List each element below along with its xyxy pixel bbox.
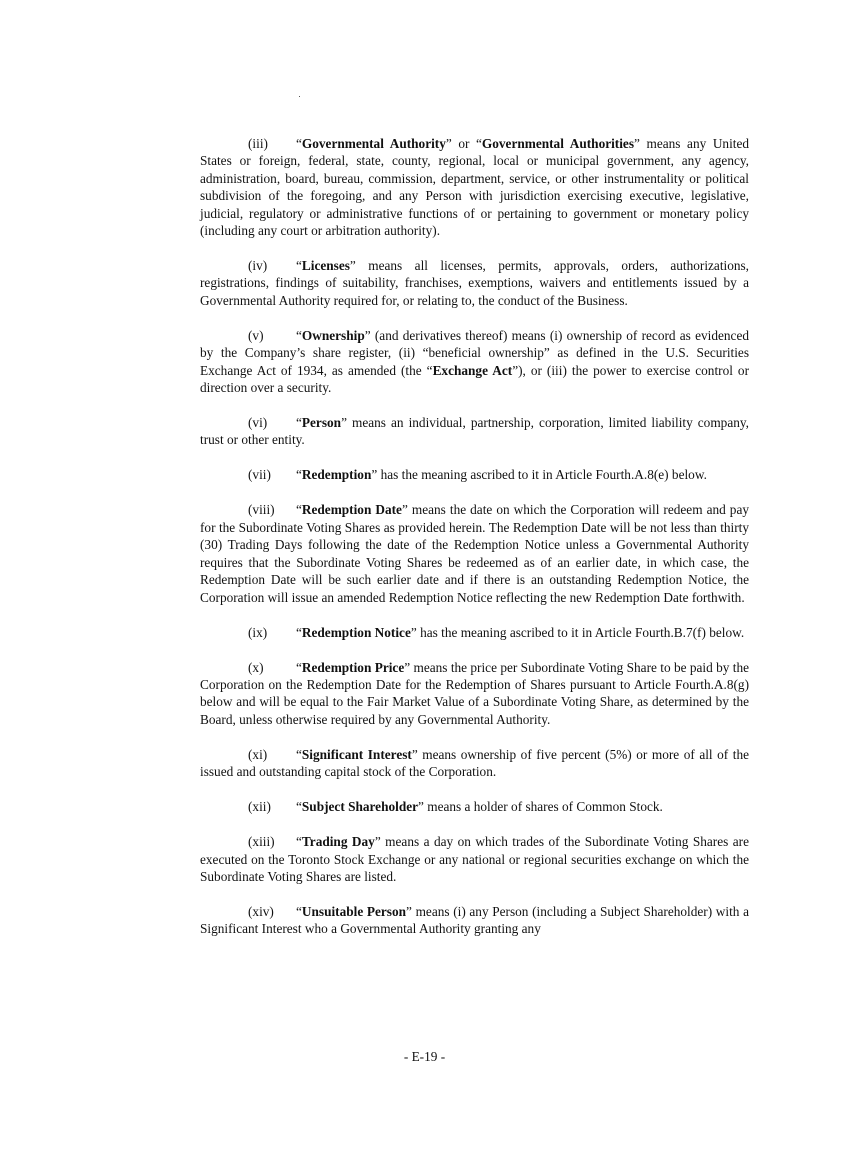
definition-number: (viii) (248, 502, 275, 518)
definition-number: (xii) (248, 799, 271, 815)
defined-term: Redemption Price (301, 659, 405, 675)
definition-paragraph (200, 798, 749, 815)
definition-text: ” (and derivatives thereof) means (i) ownership of record as evidenced by the Company’s share register, (ii) “beneficial ownership” as defined in the U.S. Securities Exchange Act of 1934, as amended (the “ (200, 327, 749, 378)
defined-term: Person (301, 415, 342, 431)
definition-text: “ (296, 799, 302, 815)
page-number: - E-19 - (403, 1049, 446, 1064)
definition-number: (xiv) (248, 903, 274, 919)
definition-number: (iii) (248, 136, 268, 151)
definition-number: (iv) (248, 258, 268, 274)
definition-text: “ (296, 327, 302, 343)
definition-text: ” means a holder of shares of Common Stock. (418, 799, 663, 815)
definition-paragraph (200, 833, 749, 885)
definition-paragraph (200, 659, 749, 729)
definition-text: “ (296, 136, 302, 151)
defined-term: Governmental Authorities (481, 136, 635, 151)
definition-text: “ (296, 659, 302, 675)
document-body (200, 135, 749, 955)
definition-number: (x) (248, 659, 264, 675)
defined-term: Redemption Date (301, 502, 402, 518)
definition-paragraph (200, 501, 749, 605)
definition-paragraph (200, 257, 749, 309)
definition-text: “ (296, 415, 302, 431)
definition-number: (ix) (248, 624, 268, 640)
definition-text: “ (296, 746, 302, 762)
definition-paragraph (200, 746, 749, 781)
definition-text: ”), or (iii) the power to exercise control or direction over a security. (200, 362, 750, 396)
definition-text: “ (296, 903, 302, 919)
definition-number: (v) (248, 327, 264, 343)
definition-number: (xi) (248, 746, 268, 762)
definition-paragraph (200, 135, 749, 239)
definition-text: ” means all licenses, permits, approvals, orders, authorizations, registrations, findings of suitability, franchises, exemptions, waivers and entitlements issued by a Governmental Authority required for, or relating to, the conduct of the Business. (200, 258, 749, 308)
definition-text: ” means any United States or foreign, federal, state, county, regional, local or municipal government, any agency, administration, board, bureau, commission, department, service, or other instrumentality or political subdivision of the foregoing, and any Person with jurisdiction exercising executive, legislative, judicial, regulatory or administrative functions of or pertaining to government or monetary policy (including any court or arbitration authority). (200, 136, 750, 239)
defined-term: Unsuitable Person (301, 903, 407, 919)
definition-text: “ (296, 834, 302, 850)
definition-text: ” means a day on which trades of the Subordinate Voting Shares are executed on the Toronto Stock Exchange or any national or regional securities exchange on which the Subordinate Voting Shares are listed. (200, 834, 749, 884)
stray-mark (299, 96, 300, 97)
definition-text: ” means an individual, partnership, corporation, limited liability company, trust or other entity. (200, 415, 749, 448)
defined-term: Redemption Notice (301, 624, 411, 640)
definition-number: (vii) (248, 467, 271, 483)
definition-text: “ (296, 467, 302, 483)
definition-paragraph (200, 414, 749, 449)
definition-number: (xiii) (248, 834, 275, 850)
definition-text: ” has the meaning ascribed to it in Article Fourth.B.7(f) below. (410, 624, 745, 640)
definition-text: ” or “ (445, 136, 482, 151)
defined-term: Exchange Act (432, 362, 513, 378)
definition-paragraph (200, 327, 749, 397)
defined-term: Subject Shareholder (301, 799, 419, 815)
defined-term: Significant Interest (301, 746, 412, 762)
defined-term: Governmental Authority (301, 136, 446, 151)
definition-text: ” means the price per Subordinate Voting Share to be paid by the Corporation on the Redemption Date for the Redemption of Shares pursuant to Article Fourth.A.8(g) below and will be equal to the Fair Market Value of a Subordinate Voting Share, as determined by the Board, unless otherwise required by any Governmental Authority. (200, 659, 749, 727)
definition-text: “ (296, 624, 302, 640)
defined-term: Redemption (301, 467, 372, 483)
definition-text: ” has the meaning ascribed to it in Article Fourth.A.8(e) below. (371, 467, 707, 483)
definition-text: “ (296, 258, 302, 274)
definition-paragraph (200, 624, 749, 641)
definition-paragraph (200, 903, 749, 938)
definition-number: (vi) (248, 415, 268, 431)
definition-text: “ (296, 502, 302, 518)
definition-text: ” means the date on which the Corporation will redeem and pay for the Subordinate Voting Shares as provided herein. The Redemption Date will be not less than thirty (30) Trading Days following the date of the Redemption Notice unless a Governmental Authority requires that the Subordinate Voting Shares be redeemed as of an earlier date, in which case, the Redemption Date will be such earlier date and if there is an outstanding Redemption Notice, the Corporation will issue an amended Redemption Notice reflecting the new Redemption Date forthwith. (200, 502, 749, 605)
defined-term: Ownership (301, 327, 365, 343)
definition-text: ” means (i) any Person (including a Subject Shareholder) with a Significant Interest who a Governmental Authority granting any (200, 903, 749, 937)
definition-text: ” means ownership of five percent (5%) or more of all of the issued and outstanding capital stock of the Corporation. (200, 746, 749, 780)
defined-term: Licenses (301, 258, 350, 274)
defined-term: Trading Day (301, 834, 375, 850)
definition-paragraph (200, 466, 749, 483)
